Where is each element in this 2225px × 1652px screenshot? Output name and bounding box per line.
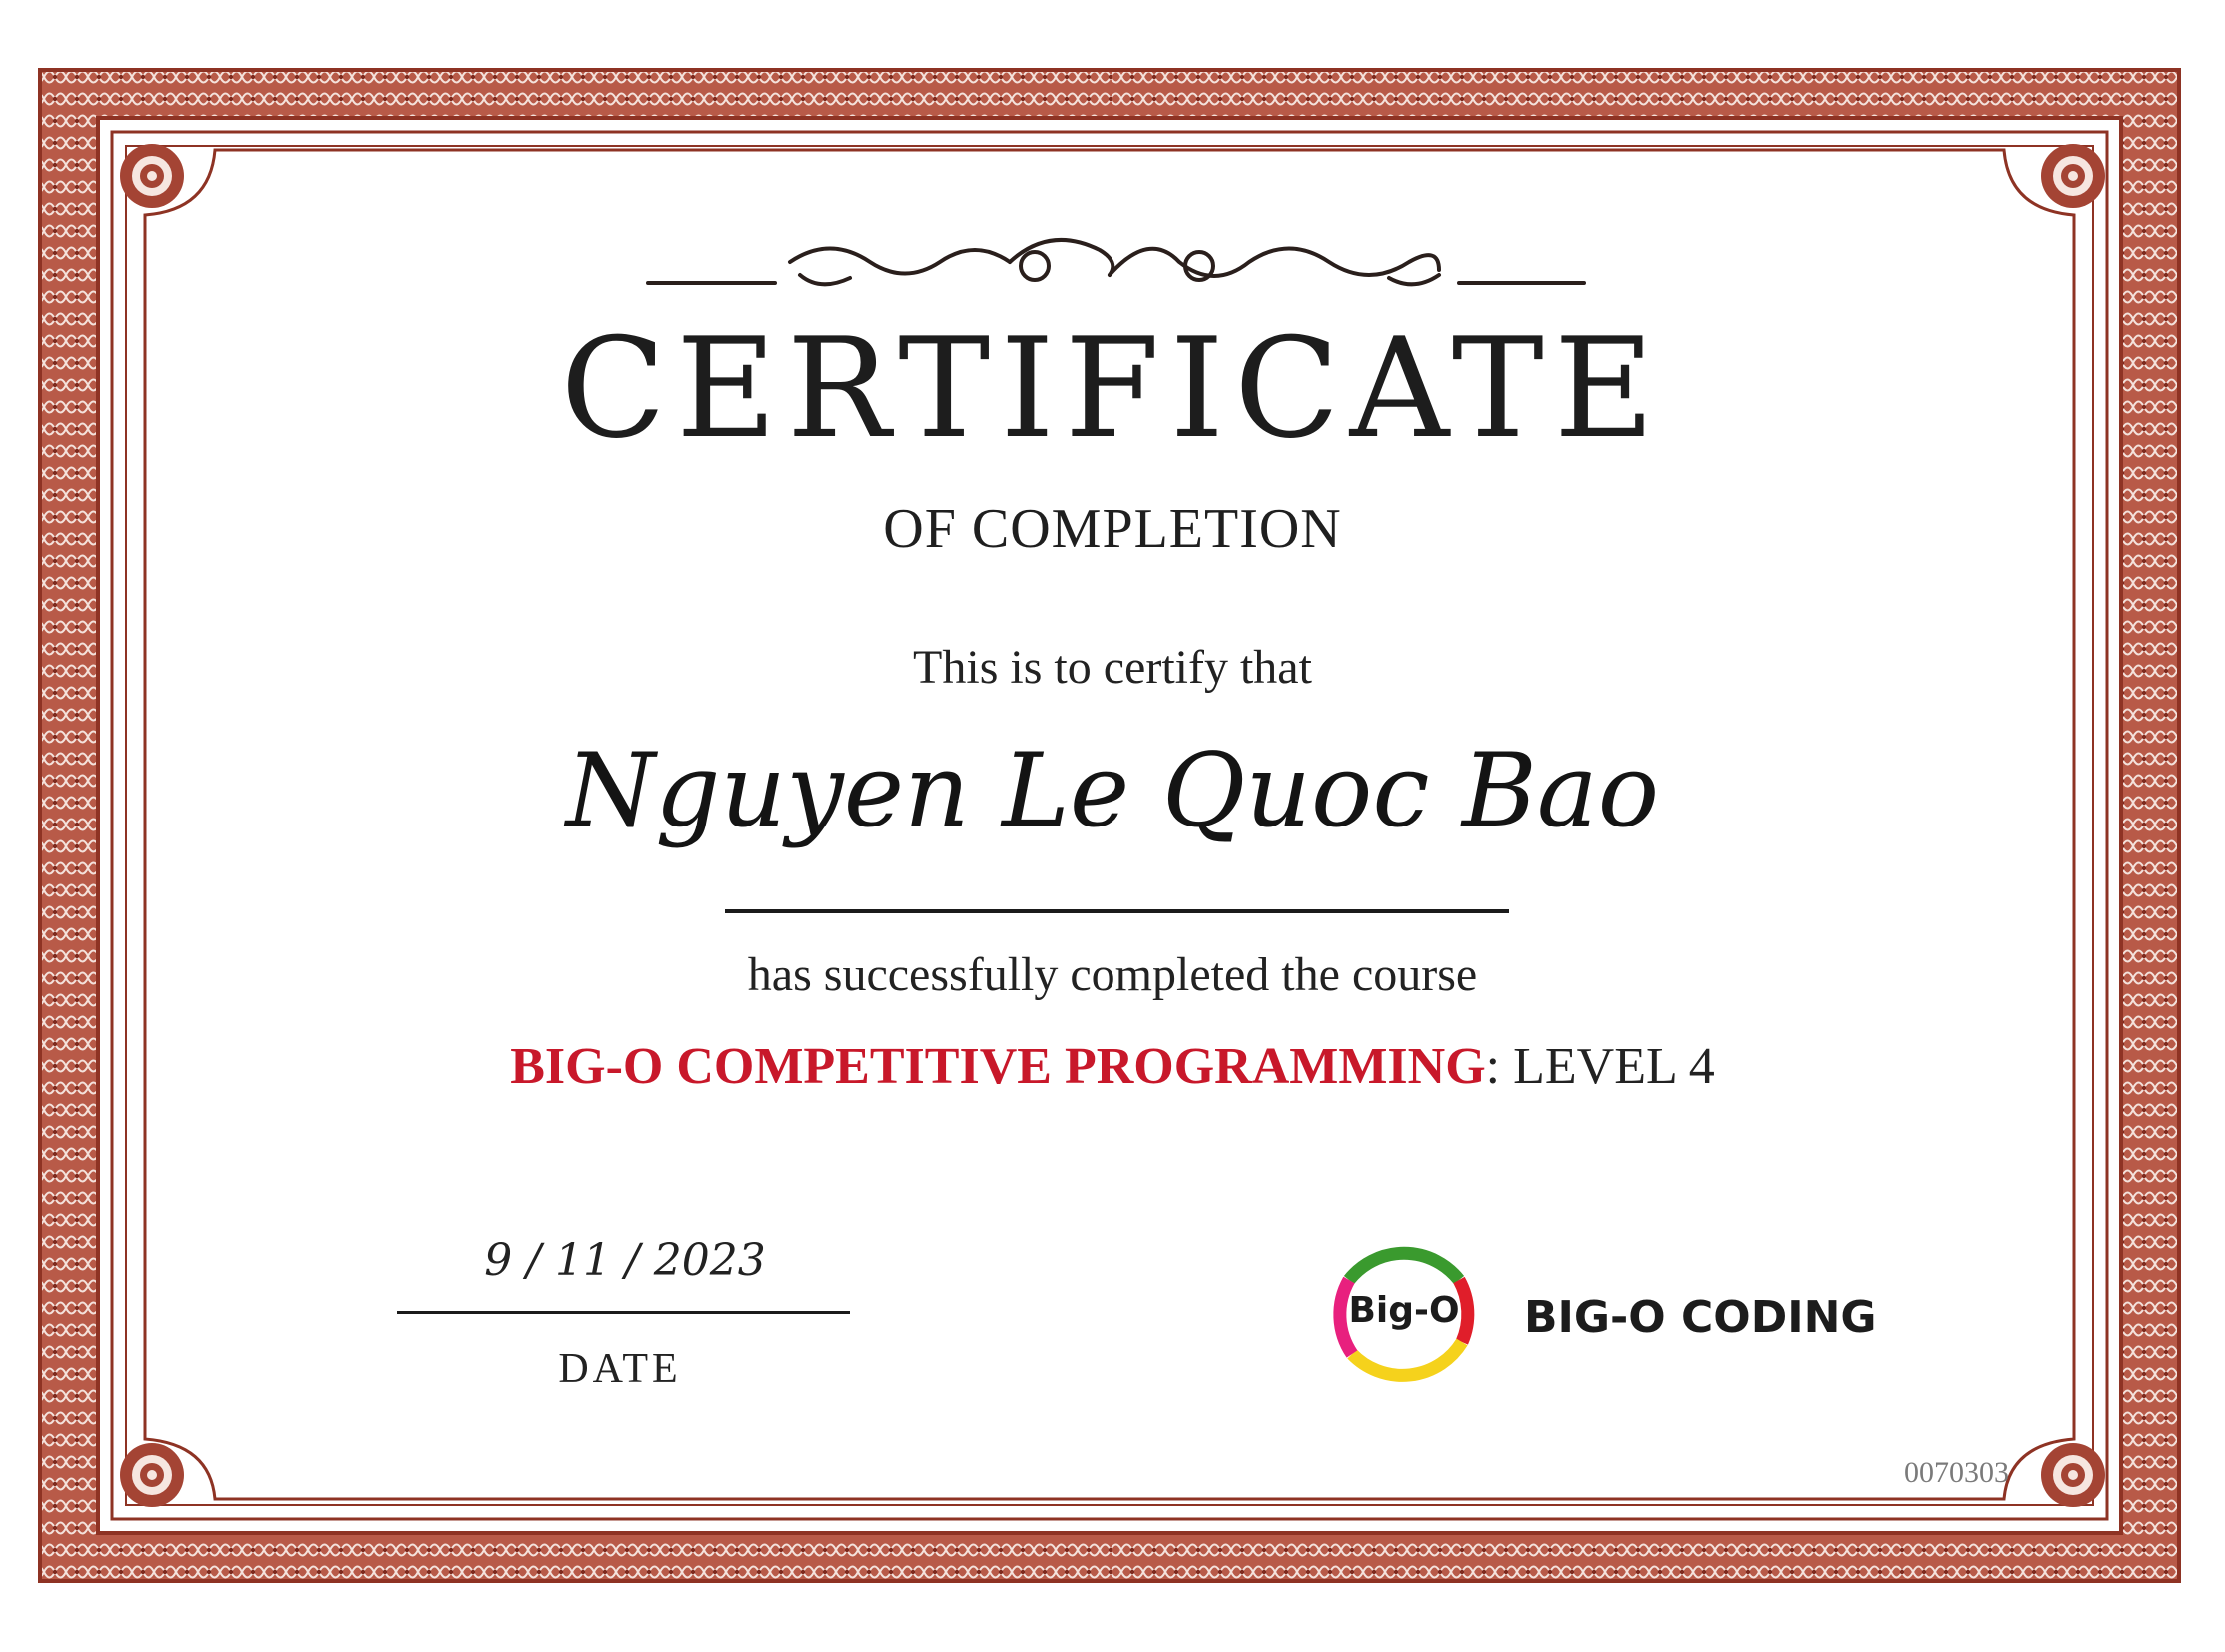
course-level: LEVEL 4	[1513, 1038, 1715, 1095]
recipient-name: Nguyen Le Quoc Bao	[565, 732, 1660, 850]
corner-ornament-icon	[120, 1443, 184, 1507]
course-separator: :	[1485, 1038, 1501, 1095]
certify-intro-text: This is to certify that	[913, 641, 1312, 694]
corner-ornament-icon	[120, 144, 184, 208]
big-o-logo-icon	[1322, 1228, 1486, 1392]
date-underline	[397, 1311, 850, 1314]
corner-ornament-icon	[2041, 1443, 2105, 1507]
certificate-title: CERTIFICATE	[560, 308, 1665, 469]
serial-number: 0070303	[1904, 1456, 2009, 1489]
corner-ornament-icon	[2041, 144, 2105, 208]
recipient-underline	[725, 909, 1509, 913]
date-label: DATE	[558, 1346, 682, 1392]
logo-text: Big-O	[1348, 1290, 1460, 1331]
completion-statement: has successfully completed the course	[747, 948, 1478, 1001]
organization-name: BIG-O CODING	[1524, 1292, 1877, 1343]
date-value: 9 / 11 / 2023	[484, 1235, 766, 1286]
course-name: BIG-O COMPETITIVE PROGRAMMING	[510, 1038, 1486, 1095]
certificate-subtitle: OF COMPLETION	[883, 498, 1342, 560]
course-title	[0, 1037, 2225, 1096]
